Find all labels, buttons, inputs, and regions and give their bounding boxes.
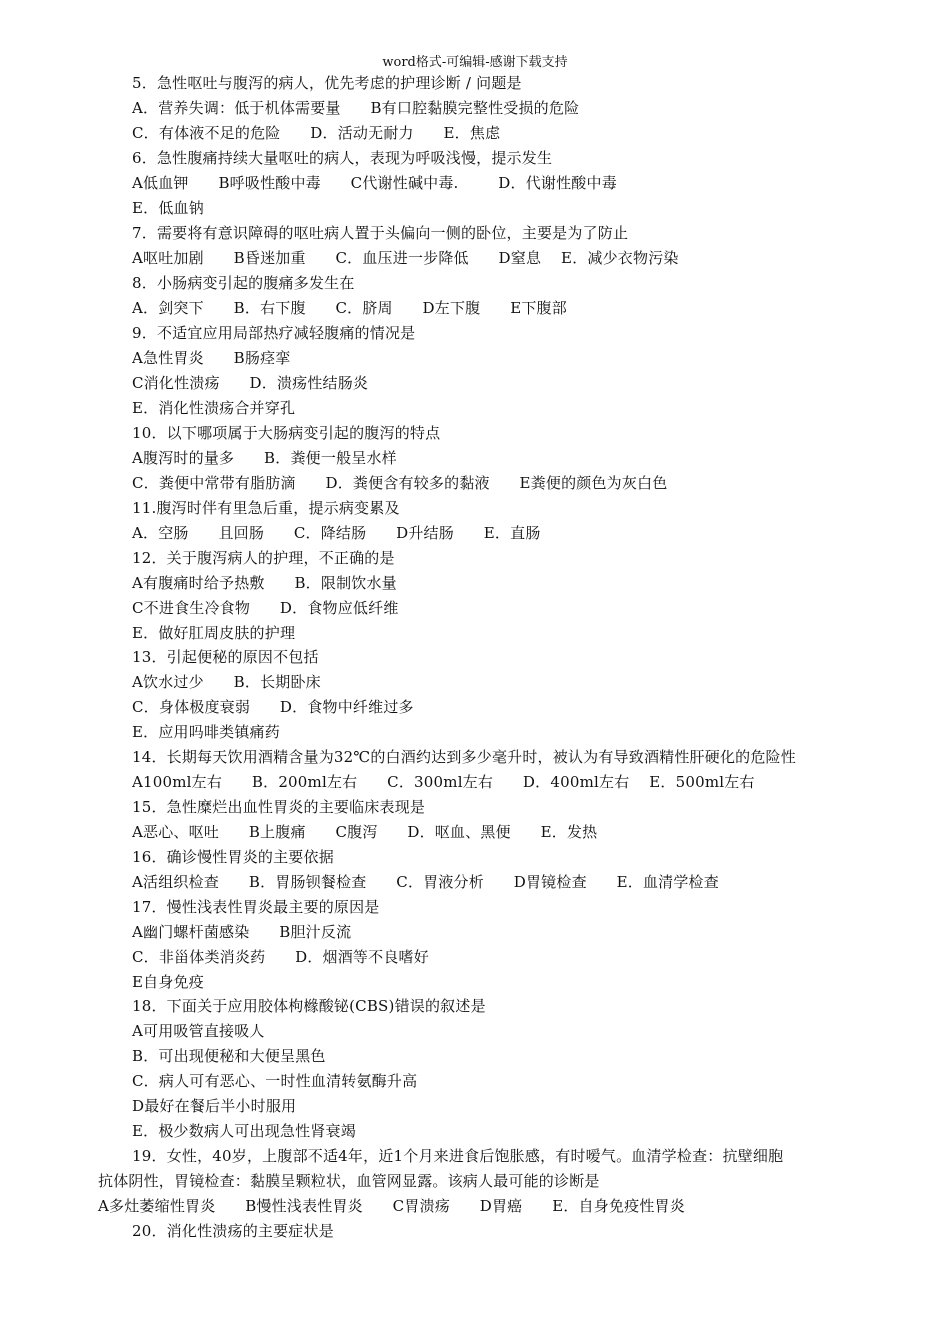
text-line: A有腹痛时给予热敷 B．限制饮水量 <box>132 574 397 592</box>
text-line: E．应用吗啡类镇痛药 <box>132 723 280 741</box>
text-line: 16．确诊慢性胃炎的主要依据 <box>132 848 334 866</box>
text-line: 12．关于腹泻病人的护理，不正确的是 <box>132 549 395 567</box>
text-line: E自身免疫 <box>132 973 204 991</box>
text-line: E．做好肛周皮肤的护理 <box>132 624 296 642</box>
text-line: C．身体极度衰弱 D．食物中纤维过多 <box>132 698 414 716</box>
text-line: 13．引起便秘的原因不包括 <box>132 648 319 666</box>
text-line: C．病人可有恶心、一时性血清转氨酶升高 <box>132 1072 418 1090</box>
page-header: word格式-可编辑-感谢下载支持 <box>382 55 568 70</box>
text-line: A．剑突下 B．右下腹 C．脐周 D左下腹 E下腹部 <box>132 299 567 317</box>
text-line: C．非甾体类消炎药 D．烟酒等不良嗜好 <box>132 948 429 966</box>
text-line: E．极少数病人可出现急性肾衰竭 <box>132 1122 356 1140</box>
text-line: 8．小肠病变引起的腹痛多发生在 <box>132 274 355 292</box>
text-line: A呕吐加剧 B昏迷加重 C．血压进一步降低 D窒息 E．减少衣物污染 <box>132 249 679 267</box>
text-line: A幽门螺杆菌感染 B胆汁反流 <box>132 923 352 941</box>
text-line: 20．消化性溃疡的主要症状是 <box>132 1222 334 1240</box>
text-line: A饮水过少 B．长期卧床 <box>132 673 321 691</box>
text-line: 18．下面关于应用胶体枸橼酸铋(CBS)错误的叙述是 <box>132 997 486 1015</box>
text-line: A可用吸管直接吸人 <box>132 1022 265 1040</box>
text-line: C．有体液不足的危险 D．活动无耐力 E．焦虑 <box>132 124 501 142</box>
text-line: 15．急性糜烂出血性胃炎的主要临床表现是 <box>132 798 426 816</box>
text-line: C不进食生冷食物 D．食物应低纤维 <box>132 599 399 617</box>
text-line: E．低血钠 <box>132 199 204 217</box>
text-line: D最好在餐后半小时服用 <box>132 1097 297 1115</box>
text-line: C消化性溃疡 D．溃疡性结肠炎 <box>132 374 369 392</box>
text-line: B．可出现便秘和大便呈黑色 <box>132 1047 326 1065</box>
text-line: A．空肠 且回肠 C．降结肠 D升结肠 E．直肠 <box>132 524 541 542</box>
text-line: 抗体阴性，胃镜检查：黏膜呈颗粒状，血管网显露。该病人最可能的诊断是 <box>98 1172 600 1190</box>
text-line: 14．长期每天饮用酒精含量为32℃的白酒约达到多少毫升时，被认为有导致酒精性肝硬化的危险性 <box>132 748 796 766</box>
text-line: 7．需要将有意识障碍的呕吐病人置于头偏向一侧的卧位，主要是为了防止 <box>132 224 629 242</box>
text-line: A急性胃炎 B肠痉挛 <box>132 349 291 367</box>
text-line: 17．慢性浅表性胃炎最主要的原因是 <box>132 898 380 916</box>
text-line: C．粪便中常带有脂肪滴 D．粪便含有较多的黏液 E粪便的颜色为灰白色 <box>132 474 668 492</box>
text-line: A100ml左右 B．200ml左右 C．300ml左右 D．400ml左右 E．500ml左右 <box>132 773 755 791</box>
text-line: E．消化性溃疡合并穿孔 <box>132 399 296 417</box>
text-line: 11.腹泻时伴有里急后重，提示病变累及 <box>132 499 400 517</box>
text-line: A恶心、呕吐 B上腹痛 C腹泻 D．呕血、黑便 E．发热 <box>132 823 598 841</box>
text-line: 10．以下哪项属于大肠病变引起的腹泻的特点 <box>132 424 441 442</box>
text-line: A．营养失调：低于机体需要量 B有口腔黏膜完整性受损的危险 <box>132 99 580 117</box>
text-line: A低血钾 B呼吸性酸中毒 C代谢性碱中毒. D．代谢性酸中毒 <box>132 174 617 192</box>
text-line: A多灶萎缩性胃炎 B慢性浅表性胃炎 C胃溃疡 D胃癌 E．自身免疫性胃炎 <box>98 1197 685 1215</box>
text-line: 9．不适宜应用局部热疗减轻腹痛的情况是 <box>132 324 416 342</box>
text-line: 19．女性，40岁，上腹部不适4年，近1个月来进食后饱胀感，有时嗳气。血清学检查：抗壁细胞 <box>132 1147 784 1165</box>
text-line: 5．急性呕吐与腹泻的病人，优先考虑的护理诊断 / 问题是 <box>132 74 522 92</box>
text-line: A腹泻时的量多 B．粪便一般呈水样 <box>132 449 397 467</box>
text-line: 6．急性腹痛持续大量呕吐的病人，表现为呼吸浅慢，提示发生 <box>132 149 553 167</box>
text-line: A活组织检查 B．胃肠钡餐检查 C．胃液分析 D胃镜检查 E．血清学检查 <box>132 873 719 891</box>
